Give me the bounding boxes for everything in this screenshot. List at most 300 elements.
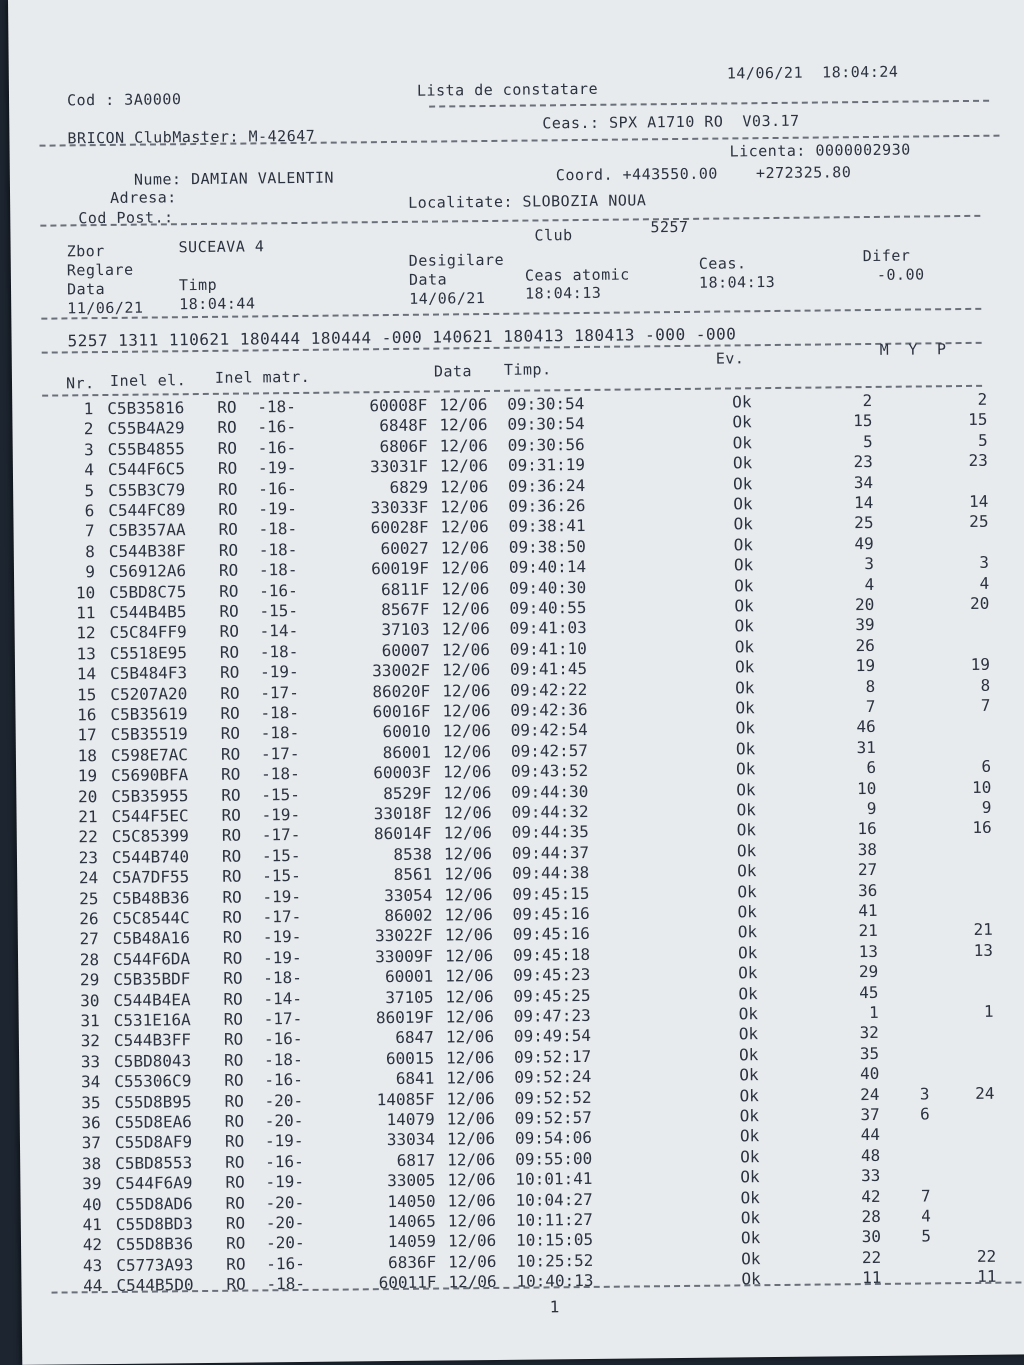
arrival-date: 12/06 — [447, 1149, 496, 1170]
arrival-date: 12/06 — [439, 395, 488, 415]
p-value: 8 — [980, 675, 991, 695]
arrival-date: 12/06 — [442, 721, 491, 741]
p-value: 24 — [975, 1083, 995, 1103]
clock-model: Ceas.: SPX A1710 RO V03.17 — [542, 111, 800, 133]
p-value — [945, 1124, 995, 1125]
header-code: Cod : 3A0000 — [66, 90, 182, 110]
event-status: Ok — [733, 494, 753, 514]
col-nr: Nr. — [65, 374, 95, 393]
arrival-date: 12/06 — [440, 558, 490, 578]
arrival-time: 09:52:52 — [514, 1087, 592, 1108]
ring-id: C544B4EA — [113, 989, 191, 1010]
header-datetime: 14/06/21 18:04:24 — [726, 62, 899, 83]
m-value: 39 — [855, 615, 875, 635]
arrival-date: 12/06 — [439, 435, 488, 456]
event-status: Ok — [736, 841, 757, 861]
p-value — [945, 1104, 995, 1105]
p-value: 22 — [976, 1246, 997, 1266]
row-number: 29 — [79, 970, 100, 990]
arrival-time: 09:40:30 — [509, 577, 587, 598]
event-status: Ok — [740, 1208, 761, 1228]
event-status: Ok — [734, 657, 755, 677]
m-value: 4 — [864, 574, 875, 594]
arrival-time: 09:30:56 — [507, 434, 585, 455]
arrival-time: 09:45:25 — [513, 985, 591, 1006]
row-number: 7 — [84, 521, 95, 541]
event-status: Ok — [741, 1269, 761, 1289]
row-number: 8 — [85, 541, 95, 562]
arrival-time: 09:31:19 — [507, 455, 586, 475]
ring-id: C55D8B95 — [114, 1091, 192, 1112]
col-ev: Ev. — [715, 349, 745, 368]
arrival-date: 12/06 — [439, 415, 488, 435]
country: RO — [219, 601, 239, 621]
matr-ring: 14065 — [387, 1211, 436, 1232]
arrival-time: 09:42:54 — [510, 720, 588, 741]
arrival-date: 12/06 — [444, 945, 494, 966]
ring-id: C5B35816 — [107, 398, 185, 418]
matr-ring: 60001 — [384, 966, 434, 987]
m-value: 48 — [860, 1145, 881, 1165]
ring-id: C544B740 — [111, 846, 190, 867]
ring-id: C5690BFA — [111, 765, 189, 786]
arrival-date: 12/06 — [441, 598, 490, 619]
matr-ring: 8561 — [393, 864, 433, 885]
matr-ring: 60008F — [369, 395, 428, 416]
m-value: 37 — [860, 1104, 880, 1125]
event-status: Ok — [740, 1167, 760, 1187]
diff-label: Difer — [862, 246, 911, 266]
category: -16- — [259, 580, 298, 600]
m-value: 19 — [855, 656, 876, 676]
row-number: 9 — [85, 562, 96, 582]
col-myp: M Y P — [879, 340, 947, 359]
event-status: Ok — [735, 739, 756, 759]
ring-id: C5B35619 — [110, 704, 188, 724]
event-status: Ok — [739, 1085, 759, 1105]
row-number: 20 — [77, 786, 98, 806]
event-status: Ok — [737, 943, 758, 963]
arrival-date: 12/06 — [443, 762, 492, 782]
row-number: 12 — [76, 623, 96, 643]
unseal-date-label: Data — [408, 270, 448, 289]
country: RO — [225, 1172, 245, 1192]
arrival-time: 09:36:26 — [508, 495, 586, 516]
matr-ring: 33031F — [370, 456, 429, 477]
category: -18- — [258, 519, 298, 539]
country: RO — [221, 846, 242, 866]
matr-ring: 33002F — [372, 660, 431, 681]
matr-ring: 86002 — [384, 905, 433, 926]
arrival-date: 12/06 — [442, 700, 491, 721]
ring-id: C5C8544C — [112, 908, 190, 928]
ring-id: C5C85399 — [111, 826, 189, 847]
arrival-time: 09:45:23 — [513, 965, 591, 985]
p-value — [945, 1185, 995, 1186]
country: RO — [220, 744, 241, 764]
matr-ring: 33009F — [375, 946, 434, 967]
arrival-time: 09:55:00 — [515, 1148, 593, 1169]
p-value — [942, 839, 992, 840]
arrival-date: 12/06 — [441, 639, 491, 660]
ring-id: C544B38F — [108, 540, 186, 561]
arrival-date: 12/06 — [439, 456, 489, 476]
row-number: 35 — [81, 1092, 101, 1112]
row-number: 14 — [76, 664, 97, 684]
p-value: 2 — [977, 389, 988, 409]
country: RO — [226, 1274, 246, 1294]
m-value: 5 — [862, 431, 873, 451]
matr-ring: 33022F — [374, 925, 433, 946]
p-value — [941, 716, 991, 717]
m-value: 25 — [854, 513, 874, 533]
document-title: Lista de constatare — [416, 79, 599, 100]
row-number: 1 — [83, 399, 94, 419]
arrival-date: 12/06 — [443, 802, 492, 823]
p-value — [942, 879, 992, 880]
row-number: 24 — [78, 868, 99, 888]
arrival-time: 10:11:27 — [515, 1209, 593, 1230]
country: RO — [217, 458, 238, 479]
y-value: 5 — [921, 1226, 932, 1246]
p-value: 14 — [968, 491, 989, 511]
matr-ring: 14079 — [386, 1109, 435, 1130]
p-value: 3 — [979, 552, 990, 573]
event-status: Ok — [738, 983, 758, 1003]
country: RO — [224, 1070, 244, 1090]
ring-id: C56912A6 — [108, 561, 187, 582]
event-status: Ok — [737, 861, 757, 881]
p-value — [944, 1043, 994, 1044]
category: -17- — [260, 743, 300, 764]
ring-id: C5B484F3 — [109, 663, 188, 684]
m-value: 21 — [858, 921, 878, 941]
m-value: 33 — [860, 1166, 881, 1186]
ring-id: C55D8AF9 — [114, 1132, 193, 1153]
p-value — [946, 1206, 996, 1207]
category: -14- — [263, 988, 303, 1008]
m-value: 13 — [858, 941, 879, 961]
event-status: Ok — [738, 1024, 759, 1044]
summary-line: 5257 1311 110621 180444 180444 -000 140621 180413 180413 -000 -000 — [67, 324, 737, 351]
category: -19- — [264, 1131, 304, 1151]
matr-ring: 60027 — [380, 538, 429, 558]
ring-id: C55D8EA6 — [114, 1112, 192, 1132]
m-value: 42 — [861, 1186, 881, 1206]
country: RO — [224, 1050, 244, 1070]
matr-ring: 8538 — [393, 844, 433, 864]
arrival-time: 10:40:13 — [516, 1271, 594, 1291]
m-value: 34 — [853, 472, 874, 492]
ring-id: C5A7DF55 — [112, 867, 190, 888]
arrival-time: 09:41:45 — [509, 659, 588, 679]
event-status: Ok — [734, 575, 754, 596]
m-value: 3 — [864, 554, 875, 574]
event-status: Ok — [732, 453, 753, 473]
row-number: 30 — [80, 990, 100, 1010]
category: -18- — [266, 1274, 306, 1294]
arrival-date: 12/06 — [444, 864, 493, 884]
event-status: Ok — [736, 800, 756, 820]
country: RO — [217, 397, 237, 417]
row-number: 19 — [77, 766, 98, 786]
matr-ring: 6811F — [380, 579, 430, 599]
category: -16- — [263, 1029, 303, 1049]
matr-ring: 6847 — [395, 1027, 434, 1048]
arrival-date: 12/06 — [447, 1231, 497, 1251]
ring-id: C544F5EC — [111, 806, 189, 826]
matr-ring: 8567F — [381, 599, 430, 620]
p-value — [945, 1165, 995, 1166]
matr-ring: 60010 — [382, 722, 431, 742]
category: -18- — [263, 968, 302, 988]
postcode-label: Cod Post.: — [78, 208, 174, 228]
matr-ring: 86019F — [375, 1007, 434, 1028]
m-value: 36 — [858, 880, 878, 900]
category: -15- — [261, 784, 300, 804]
setting-date: 11/06/21 — [67, 298, 144, 318]
arrival-time: 09:49:54 — [513, 1026, 592, 1047]
club-value: 5257 — [650, 217, 689, 237]
arrival-date: 12/06 — [443, 843, 493, 864]
arrival-time: 09:30:54 — [507, 414, 585, 435]
m-value: 41 — [858, 900, 878, 921]
page-number: 1 — [549, 1297, 560, 1317]
category: -16- — [264, 1070, 303, 1090]
category: -17- — [261, 825, 301, 845]
country: RO — [222, 866, 242, 886]
atomic-clock-time: 18:04:13 — [525, 283, 602, 303]
p-value — [942, 859, 992, 860]
arrival-time: 09:44:32 — [511, 801, 589, 822]
arrival-date: 12/06 — [443, 823, 493, 843]
country: RO — [220, 683, 240, 703]
arrival-time: 09:42:22 — [510, 679, 588, 700]
matr-ring: 6817 — [396, 1150, 436, 1170]
event-status: Ok — [737, 881, 757, 902]
country: RO — [222, 927, 243, 948]
m-value: 10 — [856, 778, 877, 798]
arrival-date: 12/06 — [448, 1272, 497, 1292]
col-inel-el: Inel el. — [109, 371, 187, 390]
p-value — [943, 981, 993, 982]
y-value: 7 — [920, 1185, 931, 1206]
p-value: 20 — [970, 593, 990, 613]
p-value — [941, 737, 991, 738]
m-value: 46 — [856, 717, 876, 737]
license: Licenta: 0000002930 — [729, 140, 911, 161]
row-number: 17 — [77, 725, 97, 745]
category: -17- — [262, 906, 302, 927]
row-number: 4 — [84, 460, 95, 480]
ring-id: C5B35955 — [111, 785, 189, 806]
arrival-time: 10:25:52 — [516, 1250, 594, 1271]
arrival-time: 09:38:41 — [508, 516, 586, 537]
country: RO — [225, 1233, 246, 1254]
country: RO — [221, 764, 241, 784]
arrival-time: 09:45:16 — [512, 924, 590, 945]
event-status: Ok — [735, 677, 755, 698]
m-value: 38 — [857, 839, 878, 859]
arrival-date: 12/06 — [447, 1210, 497, 1231]
arrival-date: 12/06 — [446, 1047, 495, 1068]
arrival-time: 09:42:57 — [510, 740, 589, 761]
p-value — [940, 635, 990, 636]
category: -19- — [262, 886, 302, 906]
row-number: 36 — [81, 1113, 101, 1133]
arrival-time: 09:30:54 — [507, 393, 585, 414]
arrival-date: 12/06 — [445, 986, 494, 1007]
matr-ring: 60003F — [373, 762, 432, 783]
arrival-date: 12/06 — [448, 1251, 497, 1272]
row-number: 10 — [75, 582, 96, 602]
atomic-clock-label: Ceas atomic — [524, 265, 630, 285]
m-value: 26 — [855, 635, 875, 655]
m-value: 27 — [857, 860, 878, 880]
country: RO — [221, 805, 241, 825]
m-value: 30 — [861, 1227, 882, 1247]
category: -16- — [258, 478, 297, 499]
p-value: 10 — [971, 777, 992, 797]
matr-ring: 6836F — [387, 1252, 437, 1272]
country: RO — [220, 724, 241, 744]
matr-ring: 60028F — [370, 518, 429, 538]
ring-id: C5B35519 — [110, 724, 188, 745]
arrival-date: 12/06 — [441, 619, 490, 639]
divider — [40, 215, 980, 227]
row-number: 18 — [77, 745, 98, 766]
p-value: 15 — [968, 410, 988, 430]
p-value — [944, 1022, 994, 1023]
ring-id: C5518E95 — [109, 642, 188, 663]
p-value — [943, 961, 993, 962]
event-status: Ok — [733, 514, 753, 534]
event-status: Ok — [736, 820, 757, 840]
arrival-time: 09:40:14 — [508, 557, 587, 577]
m-value: 24 — [860, 1084, 880, 1104]
ring-id: C55B4855 — [107, 438, 185, 459]
country: RO — [221, 825, 242, 846]
row-number: 32 — [80, 1031, 101, 1051]
country: RO — [222, 907, 242, 927]
col-timp: Timp. — [503, 360, 552, 379]
matr-ring: 60016F — [372, 701, 431, 722]
row-number: 2 — [83, 419, 94, 439]
ring-id: C55D8AD6 — [115, 1193, 193, 1214]
arrival-time: 09:47:23 — [513, 1005, 591, 1026]
y-value: 3 — [919, 1084, 930, 1104]
p-value: 7 — [980, 695, 991, 715]
p-value — [944, 1063, 994, 1064]
category: -18- — [261, 764, 300, 784]
p-value — [945, 1145, 995, 1146]
ring-id: C5773A93 — [116, 1254, 194, 1275]
country: RO — [221, 785, 241, 805]
arrival-date: 12/06 — [445, 1006, 494, 1027]
ring-id: C544FC89 — [108, 500, 186, 520]
matr-ring: 33034 — [386, 1129, 436, 1150]
matr-ring: 86020F — [372, 681, 431, 701]
m-value: 2 — [862, 390, 873, 411]
country: RO — [223, 1029, 244, 1050]
country: RO — [217, 418, 237, 438]
category: -16- — [257, 417, 297, 437]
event-status: Ok — [735, 698, 755, 718]
country: RO — [218, 499, 238, 519]
flight-label: Zbor — [66, 242, 105, 261]
country: RO — [219, 581, 239, 601]
row-number: 37 — [81, 1133, 102, 1153]
matr-ring: 33018F — [373, 803, 432, 824]
matr-ring: 33005 — [387, 1170, 436, 1191]
row-number: 6 — [84, 501, 95, 521]
ring-id: C544F6DA — [112, 948, 191, 969]
arrival-date: 12/06 — [447, 1170, 496, 1190]
p-value: 5 — [977, 430, 988, 450]
printout-page — [8, 0, 1024, 1365]
row-number: 33 — [80, 1051, 101, 1072]
category: -20- — [265, 1233, 305, 1253]
arrival-time: 09:44:38 — [512, 863, 590, 883]
row-number: 3 — [83, 439, 94, 460]
unseal-date: 14/06/21 — [409, 289, 486, 308]
m-value: 15 — [853, 411, 873, 431]
flight-name: SUCEAVA 4 — [178, 237, 265, 257]
event-status: Ok — [741, 1248, 761, 1269]
event-status: Ok — [735, 718, 756, 738]
row-number: 43 — [82, 1255, 103, 1276]
matr-ring: 14085F — [376, 1089, 435, 1109]
ring-id: C5BD8043 — [114, 1050, 192, 1071]
category: -19- — [262, 927, 302, 947]
country: RO — [225, 1193, 245, 1213]
event-status: Ok — [740, 1228, 761, 1248]
m-value: 28 — [861, 1206, 881, 1227]
matr-ring: 6806F — [379, 436, 428, 456]
m-value: 8 — [865, 676, 876, 696]
event-status: Ok — [738, 963, 758, 983]
row-number: 27 — [79, 929, 99, 949]
arrival-time: 09:44:30 — [511, 781, 589, 802]
country: RO — [218, 540, 239, 560]
row-number: 42 — [82, 1235, 103, 1255]
arrival-time: 09:45:16 — [512, 903, 590, 924]
m-value: 14 — [853, 492, 874, 513]
row-number: 11 — [76, 603, 96, 623]
m-value: 49 — [854, 533, 874, 553]
event-status: Ok — [739, 1065, 759, 1085]
category: -20- — [265, 1192, 305, 1212]
matr-ring: 6841 — [395, 1068, 435, 1089]
arrival-time: 09:43:52 — [511, 761, 589, 781]
ring-id: C55D8B36 — [115, 1234, 194, 1255]
event-status: Ok — [740, 1146, 760, 1167]
locality: Localitate: SLOBOZIA NOUA — [408, 191, 647, 212]
arrival-date: 12/06 — [446, 1129, 496, 1149]
category: -17- — [260, 682, 299, 702]
country: RO — [222, 948, 243, 968]
col-data: Data — [433, 362, 473, 381]
clock-value: 18:04:13 — [698, 272, 776, 292]
country: RO — [224, 1111, 245, 1131]
category: -14- — [259, 621, 299, 641]
arrival-date: 12/06 — [441, 660, 491, 680]
row-number: 41 — [82, 1215, 102, 1235]
event-status: Ok — [735, 759, 756, 779]
arrival-date: 12/06 — [440, 496, 489, 517]
ring-id: C544B3FF — [113, 1030, 192, 1051]
category: -15- — [262, 866, 301, 886]
